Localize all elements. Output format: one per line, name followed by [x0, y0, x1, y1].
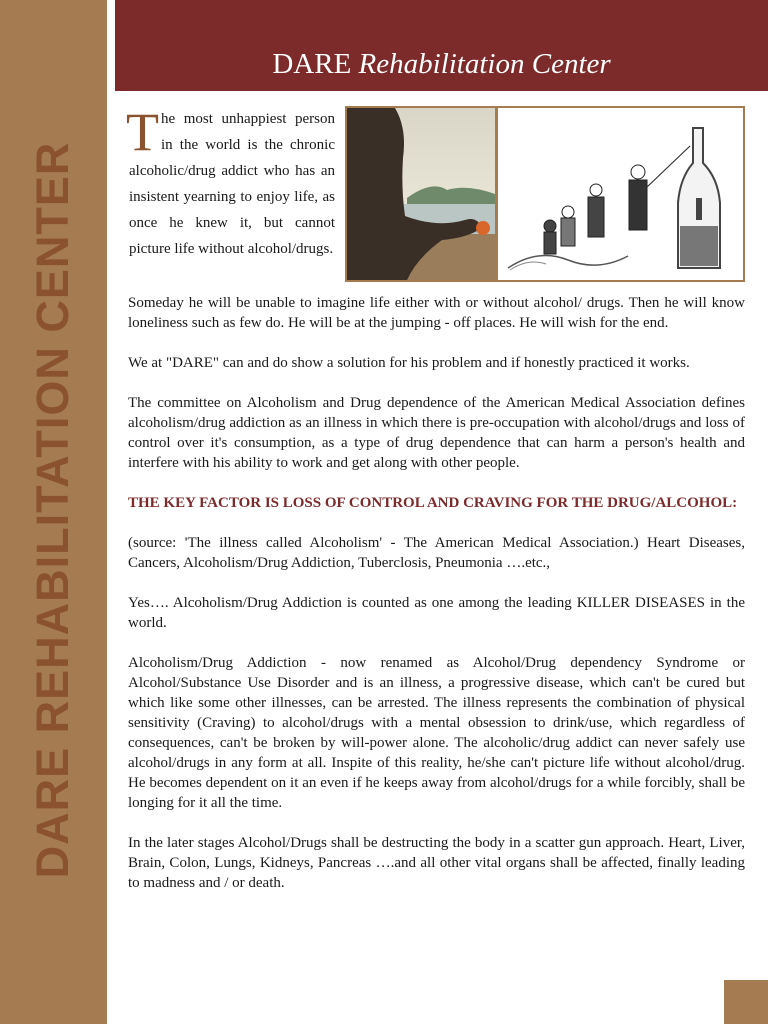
- paragraph: Alcoholism/Drug Addiction - now renamed as Alcohol/Drug dependency Syndrome or Alcohol/Substance Use Disorder and is an illness, a progressive disease, which can't be cured but which like some other illnesses, can be arrested. The illness represents the combination of physical sensitivity (Craving) to alcohol/drugs with a mental obsession to drink/use, which regardless of consequences, can't be broken by will-power alone. The alcoholic/drug addict can never safely use alcohol/drugs in any form at all. Inspite of this reality, he/she can't picture life without alcohol/drug. He becomes dependent on it an even if he keeps away from alcohol/drugs for a while forcibly, shall be longing for it all the time.: [128, 655, 745, 811]
- title-rest: Rehabilitation Center: [358, 48, 611, 80]
- cartoon-illustration: [498, 108, 743, 280]
- header-banner: [115, 0, 768, 91]
- paragraph: (source: 'The illness called Alcoholism' - The American Medical Association.) Heart Diseases, Cancers, Alcoholism/Drug Addiction, Tuberclosis, Pneumonia ….etc.,: [128, 535, 745, 571]
- paragraph: Yes…. Alcoholism/Drug Addiction is counted as one among the leading KILLER DISEASES in the world.: [128, 595, 745, 631]
- intro-text: he most unhappiest person in the world is the chronic alcoholic/drug addict who has an insistent yearning to enjoy life, as once he knew it, but cannot picture life without alcohol/drugs.: [129, 111, 335, 257]
- paragraph: We at "DARE" can and do show a solution for his problem and if honestly practiced it works.: [128, 355, 690, 371]
- intro-paragraph: [126, 102, 335, 262]
- sidebar-vertical-title: DARE REHABILITATION CENTER: [27, 141, 78, 879]
- title-prefix: DARE: [272, 48, 352, 80]
- article-body: [128, 293, 745, 913]
- paragraph: In the later stages Alcohol/Drugs shall be destructing the body in a scatter gun approach. Heart, Liver, Brain, Colon, Lungs, Kidneys, Pancreas ….and all other vital organs shall be affected, finally leading to madness and / or death.: [128, 835, 745, 891]
- drop-cap: T: [126, 102, 159, 162]
- paragraph: The committee on Alcoholism and Drug dependence of the American Medical Association defines alcoholism/drug addiction as an illness in which there is pre-occupation with alcohol/drugs and loss of control over it's consumption, as a type of drug dependence that can harm a person's health and interfere with his ability to work and get along with other people.: [128, 395, 745, 471]
- paragraph: Someday he will be unable to imagine life either with or without alcohol/ drugs. Then he will know loneliness such as few do. He will be at the jumping - off places. He will wish for the end.: [128, 295, 745, 331]
- image-frame: [345, 106, 745, 282]
- meditation-photo: [347, 108, 495, 280]
- key-factor-heading: THE KEY FACTOR IS LOSS OF CONTROL AND CRAVING FOR THE DRUG/ALCOHOL:: [128, 495, 738, 511]
- sidebar: [0, 0, 107, 1024]
- page-title: [115, 48, 768, 81]
- corner-decoration: [724, 980, 768, 1024]
